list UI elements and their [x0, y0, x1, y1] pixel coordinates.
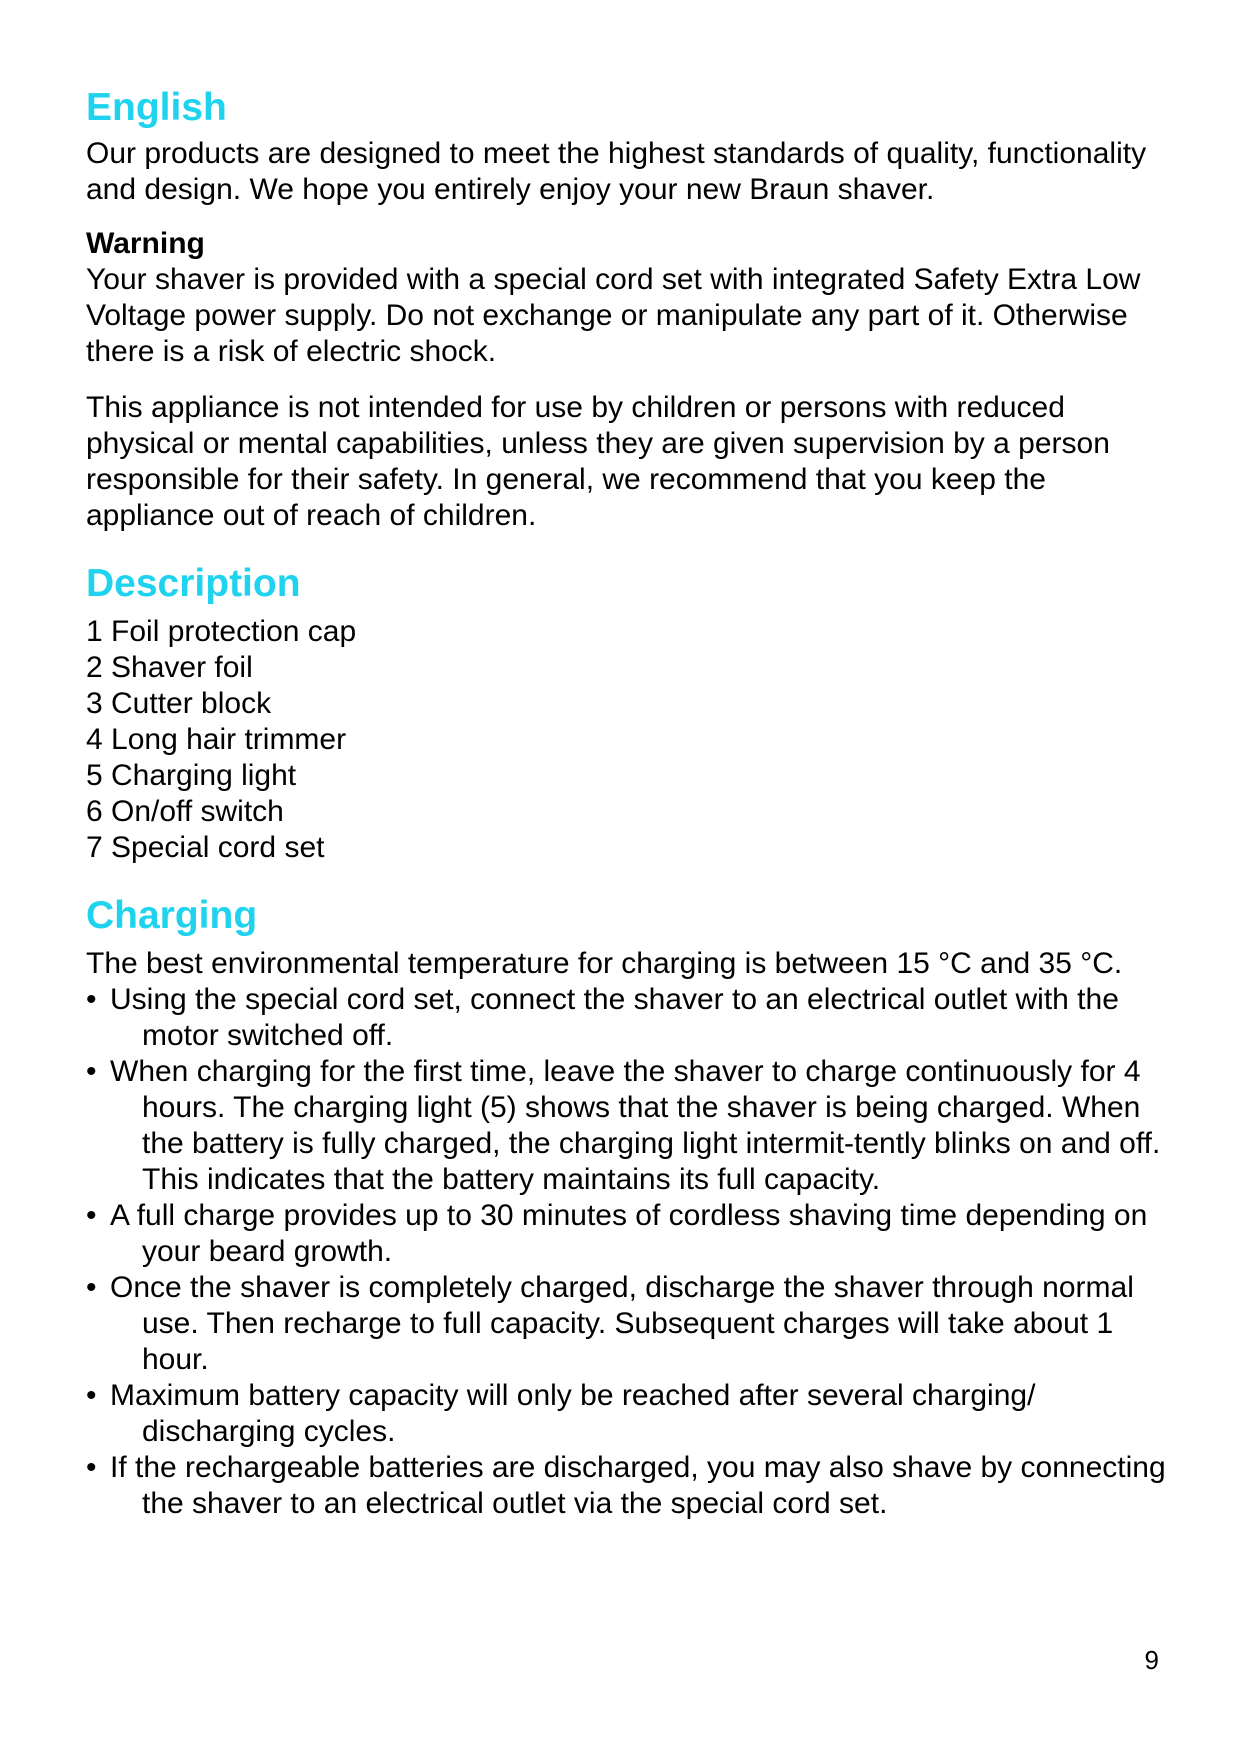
charging-bullet — [86, 1450, 1176, 1522]
parts-list-item: 5 Charging light — [86, 759, 297, 792]
page-number: 9 — [1144, 1645, 1159, 1675]
bullet-mark: • — [86, 1055, 97, 1088]
charging-bullet-text: When charging for the first time, leave the shaver to charge continuously for 4 hours. The charging light (5) shows that the shaver is being charged. When the battery is fully charged, the charging light intermit-tently blinks on and off. This indicates that the battery maintains its full capacity. — [110, 1055, 1161, 1196]
charging-section — [86, 894, 1176, 1522]
bullet-mark: • — [86, 1199, 97, 1232]
charging-bullet-text: Using the special cord set, connect the shaver to an electrical outlet with the motor switched off. — [110, 983, 1119, 1052]
bullet-mark: • — [86, 1451, 97, 1484]
parts-list-item: 3 Cutter block — [86, 687, 272, 720]
parts-list-item: 4 Long hair trimmer — [86, 723, 347, 756]
bullet-mark: • — [86, 1271, 97, 1304]
charging-bullet-list — [86, 982, 1176, 1522]
charging-bullet — [86, 982, 1176, 1054]
manual-page — [86, 86, 1176, 1522]
charging-intro: The best environmental temperature for charging is between 15 °C and 35 °C. — [86, 947, 1123, 980]
bullet-mark: • — [86, 1379, 97, 1412]
charging-bullet — [86, 1270, 1176, 1378]
description-section — [86, 562, 1176, 866]
charging-bullet-text: Maximum battery capacity will only be reached after several charging/ discharging cycles. — [110, 1379, 1036, 1448]
parts-list — [86, 614, 1176, 866]
charging-bullet-text: Once the shaver is completely charged, discharge the shaver through normal use. Then recharge to full capacity. Subsequent charges will take about 1 hour. — [110, 1271, 1134, 1376]
parts-list-item: 7 Special cord set — [86, 831, 325, 864]
charging-bullet — [86, 1198, 1176, 1270]
charging-bullet-text: A full charge provides up to 30 minutes of cordless shaving time depending on your beard growth. — [110, 1199, 1148, 1268]
charging-bullet-text: If the rechargeable batteries are discharged, you may also shave by connecting the shaver to an electrical outlet via the special cord set. — [110, 1451, 1166, 1520]
description-heading: Description — [86, 562, 301, 605]
charging-heading: Charging — [86, 894, 258, 937]
parts-list-item: 6 On/off switch — [86, 795, 284, 828]
warning-paragraph: Your shaver is provided with a special cord set with integrated Safety Extra Low Voltage power supply. Do not exchange or manipulate any part of it. Otherwise there is a risk of electric shock. — [86, 263, 1141, 368]
bullet-mark: • — [86, 983, 97, 1016]
english-heading: English — [86, 86, 227, 129]
charging-bullet — [86, 1054, 1176, 1198]
intro-paragraph: Our products are designed to meet the highest standards of quality, functionality and design. We hope you entirely enjoy your new Braun shaver. — [86, 137, 1147, 206]
children-notice-paragraph: This appliance is not intended for use by children or persons with reduced physical or mental capabilities, unless they are given supervision by a person responsible for their safety. In general, we recommend that you keep the appliance out of reach of children. — [86, 391, 1110, 532]
parts-list-item: 2 Shaver foil — [86, 651, 253, 684]
parts-list-item: 1 Foil protection cap — [86, 615, 357, 648]
warning-title: Warning — [86, 227, 205, 260]
charging-bullet — [86, 1378, 1176, 1450]
